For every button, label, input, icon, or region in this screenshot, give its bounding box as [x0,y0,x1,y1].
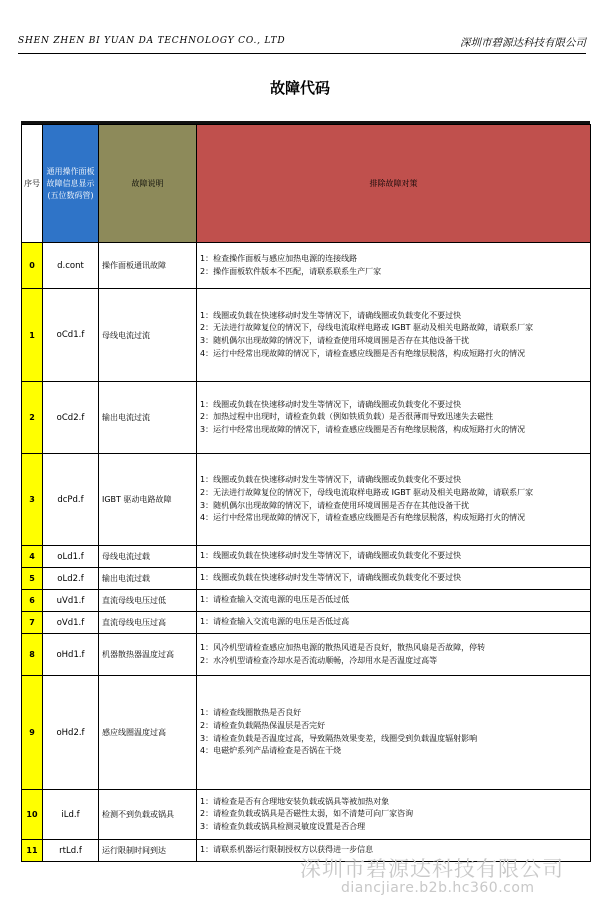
fault-description: IGBT 驱动电路故障 [99,454,197,546]
fault-code: uVd1.f [43,590,99,612]
watermark-company: 深圳市碧源达科技有限公司 [300,857,564,881]
table-row [22,546,591,568]
fault-actions [197,289,591,382]
table-header-row [22,125,591,243]
fault-description: 感应线圈温度过高 [99,676,197,790]
table-row [22,289,591,382]
action-line: 4：运行中经常出现故障的情况下，请检查感应线圈是否有绝缘层脱落，构成短路打火的情况 [200,348,526,358]
action-line: 1：请联系机器运行限制授权方以获得进一步信息 [200,845,374,855]
row-number: 7 [22,612,43,634]
row-number: 1 [22,289,43,382]
action-line: 1：检查操作面板与感应加热电源的连接线路 [200,253,358,263]
fault-code-table [21,121,590,862]
fault-code: oCd1.f [43,289,99,382]
action-line: 4：运行中经常出现故障的情况下，请检查感应线圈是否有绝缘层脱落，构成短路打火的情况 [200,513,526,523]
fault-actions [197,790,591,840]
table-row [22,612,591,634]
page-title: 故障代码 [269,79,330,97]
action-line: 1：请检查输入交流电源的电压是否低过低 [200,595,350,605]
fault-code: oCd2.f [43,382,99,454]
fault-code: oHd2.f [43,676,99,790]
row-number: 2 [22,382,43,454]
action-line: 2：请检查负载隔热保温层是否完好 [200,720,326,730]
action-line: 2：水冷机型请检查冷却水是否流动顺畅，冷却用水是否温度过高等 [200,655,438,665]
fault-description: 检测不到负载或锅具 [99,790,197,840]
company-name-chinese: 深圳市碧源达科技有限公司 [460,37,586,49]
fault-actions [197,676,591,790]
header-code: 通用操作面板故障信息显示(五位数码管) [43,125,99,243]
header-no: 序号 [22,125,43,243]
row-number: 3 [22,454,43,546]
action-line: 2：操作面板软件版本不匹配，请联系联系生产厂家 [200,266,382,276]
fault-description: 母线电流过载 [99,546,197,568]
action-line: 1：请检查是否有合理地安装负载或锅具等被加热对象 [200,796,390,806]
fault-code: oHd1.f [43,634,99,676]
fault-actions [197,243,591,289]
table-row [22,590,591,612]
action-line: 1：线圈或负载在快速移动时发生等情况下，请确线圈或负载变化不要过快 [200,310,462,320]
action-line: 3：随机偶尔出现故障的情况下，请检查使用环境周围是否存在其他设备干扰 [200,336,470,345]
action-line: 1：线圈或负载在快速移动时发生等情况下，请确线圈或负载变化不要过快 [200,551,462,561]
table-row [22,790,591,840]
action-line: 1：线圈或负载在快速移动时发生等情况下，请确线圈或负载变化不要过快 [200,573,462,583]
fault-code: oLd1.f [43,546,99,568]
action-line: 3：请检查负载或锅具检测灵敏度设置是否合理 [200,821,366,831]
row-number: 6 [22,590,43,612]
fault-description: 直流母线电压过低 [99,590,197,612]
action-line: 1：线圈或负载在快速移动时发生等情况下，请确线圈或负载变化不要过快 [200,399,462,409]
fault-code: oLd2.f [43,568,99,590]
fault-code: iLd.f [43,790,99,840]
header-divider [18,53,586,54]
row-number: 10 [22,790,43,840]
action-line: 1：请检查线圈散热是否良好 [200,708,302,718]
table-row [22,454,591,546]
fault-description: 运行限制时间到达 [99,840,197,862]
fault-description: 机器散热器温度过高 [99,634,197,676]
action-line: 1：线圈或负载在快速移动时发生等情况下，请确线圈或负载变化不要过快 [200,475,462,485]
table-row [22,634,591,676]
fault-actions [197,568,591,590]
action-line: 3：随机偶尔出现故障的情况下，请检查使用环境周围是否存在其他设备干扰 [200,500,470,510]
row-number: 4 [22,546,43,568]
row-number: 5 [22,568,43,590]
table-row [22,382,591,454]
action-line: 1：风冷机型请检查感应加热电源的散热风道是否良好，散热风扇是否故障，停转 [200,642,486,652]
fault-description: 输出电流过载 [99,568,197,590]
action-line: 2：请检查负载或锅具是否磁性太弱，如不清楚可向厂家咨询 [200,809,414,819]
row-number: 11 [22,840,43,862]
fault-actions [197,634,591,676]
action-line: 3：请检查负载是否温度过高，导致隔热效果变差，线圈受到负载温度辐射影响 [200,733,478,743]
page-header [18,36,586,52]
action-line: 3：运行中经常出现故障的情况下，请检查感应线圈是否有绝缘层脱落，构成短路打火的情况 [200,424,526,434]
fault-description: 操作面板通讯故障 [99,243,197,289]
row-number: 8 [22,634,43,676]
fault-actions [197,612,591,634]
action-line: 4：电磁炉系列产品请检查是否锅在干烧 [200,746,342,756]
header-action: 排除故障对策 [197,125,591,243]
action-line: 2：无法进行故障复位的情况下，母线电流取样电路或 IGBT 驱动及相关电路故障，请联系厂家 [200,487,534,497]
company-name-english: SHEN ZHEN BI YUAN DA TECHNOLOGY CO., LTD [18,36,286,46]
row-number: 9 [22,676,43,790]
fault-code: oVd1.f [43,612,99,634]
fault-code: d.cont [43,243,99,289]
fault-description: 输出电流过流 [99,382,197,454]
header-desc: 故障说明 [99,125,197,243]
table-row [22,676,591,790]
action-line: 2：加热过程中出现时，请检查负载（例如铁质负载）是否很薄而导致迅速失去磁性 [200,412,494,422]
fault-description: 母线电流过流 [99,289,197,382]
table-row [22,243,591,289]
fault-actions [197,454,591,546]
row-number: 0 [22,243,43,289]
fault-actions [197,546,591,568]
fault-code: rtLd.f [43,840,99,862]
fault-code: dcPd.f [43,454,99,546]
action-line: 2：无法进行故障复位的情况下，母线电流取样电路或 IGBT 驱动及相关电路故障，请联系厂家 [200,323,534,333]
action-line: 1：请检查输入交流电源的电压是否低过高 [200,617,350,627]
table-row [22,568,591,590]
fault-description: 直流母线电压过高 [99,612,197,634]
fault-actions [197,382,591,454]
fault-actions [197,590,591,612]
watermark-url: diancjiare.b2b.hc360.com [341,880,535,896]
